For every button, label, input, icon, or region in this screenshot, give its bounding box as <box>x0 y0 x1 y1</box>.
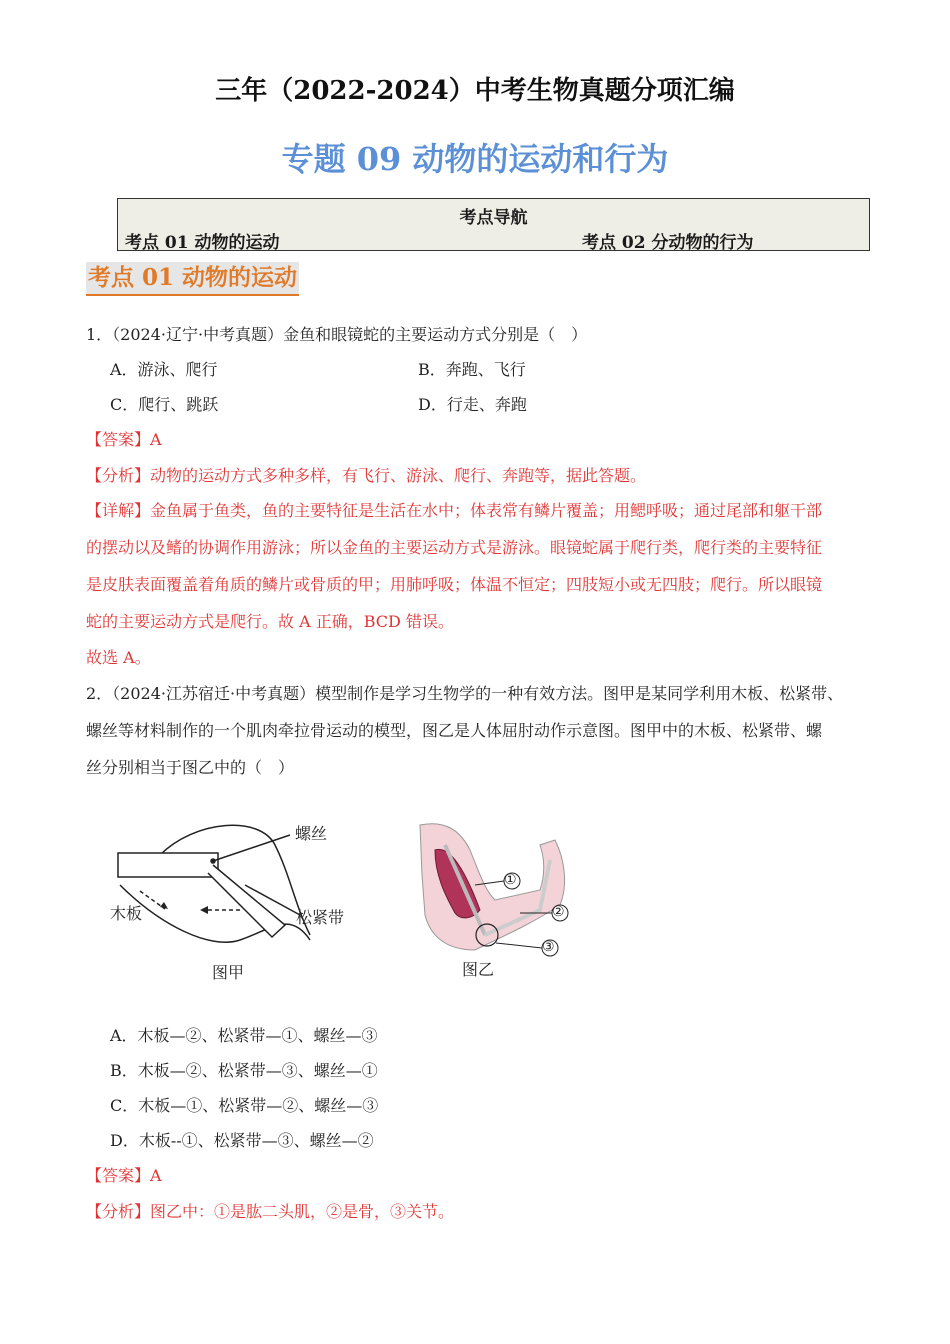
label-elastic-band: 松紧带 <box>296 908 345 927</box>
model-diagram <box>118 825 310 942</box>
label-screw: 螺丝 <box>295 824 328 843</box>
detail-line-4: 蛇的主要运动方式是爬行。故 A 正确，BCD 错误。 <box>86 612 454 631</box>
navigation-title: 考点导航 <box>459 208 528 228</box>
question-1-answer <box>86 427 162 450</box>
question-2-option-a: A．木板—②、松紧带—①、螺丝—③ <box>110 1026 378 1045</box>
question-1-option-b: B．奔跑、飞行 <box>418 360 526 379</box>
detail-line-3: 是皮肤表面覆盖着角质的鳞片或骨质的甲；用肺呼吸；体温不恒定；四肢短小或无四肢；爬行。所以眼镜 <box>86 575 823 594</box>
answer-tag: 【答案】 <box>86 1166 151 1185</box>
detail-line-1 <box>86 498 876 535</box>
analysis-tag: 【分析】 <box>86 1202 151 1221</box>
answer-value: A <box>150 1166 162 1185</box>
question-1-detail <box>86 498 876 646</box>
detail-line-2: 的摆动以及鳍的协调作用游泳；所以金鱼的主要运动方式是游泳。眼镜蛇属于爬行类，爬行类的主要特征 <box>86 538 823 557</box>
caption-figure-b: 图乙 <box>462 960 495 979</box>
stem-line-2: 螺丝等材料制作的一个肌肉牵拉骨运动的模型，图乙是人体屈肘动作示意图。图甲中的木板、松紧带、螺 <box>86 721 823 740</box>
navigation-item-1: 考点 01 动物的运动 <box>125 233 280 253</box>
stem-line-1: 2．（2024·江苏宿迁·中考真题）模型制作是学习生物学的一种有效方法。图甲是某同学利用木板、松紧带、 <box>86 684 844 703</box>
question-1-option-a: A．游泳、爬行 <box>110 360 218 379</box>
detail-text-1: 金鱼属于鱼类，鱼的主要特征是生活在水中；体表常有鳞片覆盖；用鳃呼吸；通过尾部和躯干部 <box>150 501 823 520</box>
document-title: 三年（2022-2024）中考生物真题分项汇编 <box>215 76 735 106</box>
navigation-item-2: 考点 02 分动物的行为 <box>582 233 754 253</box>
question-1-option-d: D．行走、奔跑 <box>418 395 527 414</box>
question-1-stem: 1．（2024·辽宁·中考真题）金鱼和眼镜蛇的主要运动方式分别是（ ） <box>86 325 588 344</box>
label-board: 木板 <box>110 904 143 923</box>
section-heading: 考点 01 动物的运动 <box>86 262 299 296</box>
question-2-option-b: B．木板—②、松紧带—③、螺丝—① <box>110 1061 378 1080</box>
stem-line-3: 丝分别相当于图乙中的（ ） <box>86 758 295 777</box>
question-2-option-c: C．木板—①、松紧带—②、螺丝—③ <box>110 1096 379 1115</box>
analysis-tag: 【分析】 <box>86 466 151 485</box>
detail-tag: 【详解】 <box>86 501 151 520</box>
answer-value: A <box>150 430 162 449</box>
topic-navigation-box <box>117 198 870 251</box>
question-1-option-c: C．爬行、跳跃 <box>110 395 219 414</box>
question-2-answer <box>86 1163 162 1186</box>
model-and-arm-diagram <box>100 815 580 985</box>
caption-figure-a: 图甲 <box>212 963 245 982</box>
topic-title: 专题 09 动物的运动和行为 <box>281 140 669 178</box>
marker-1: ① <box>504 872 517 888</box>
analysis-text: 动物的运动方式多种多样，有飞行、游泳、爬行、奔跑等，据此答题。 <box>150 466 647 485</box>
question-2-figure <box>100 815 580 985</box>
question-2-option-d: D．木板--①、松紧带—③、螺丝—② <box>110 1131 374 1150</box>
analysis-text: 图乙中：①是肱二头肌，②是骨，③关节。 <box>150 1202 455 1221</box>
marker-3: ③ <box>542 939 555 955</box>
question-2-stem <box>86 681 886 792</box>
question-1-analysis <box>86 463 646 486</box>
arm-diagram <box>420 824 568 956</box>
question-2-analysis <box>86 1199 454 1222</box>
question-1-conclusion: 故选 A。 <box>86 648 151 667</box>
marker-2: ② <box>552 904 565 920</box>
answer-tag: 【答案】 <box>86 430 151 449</box>
